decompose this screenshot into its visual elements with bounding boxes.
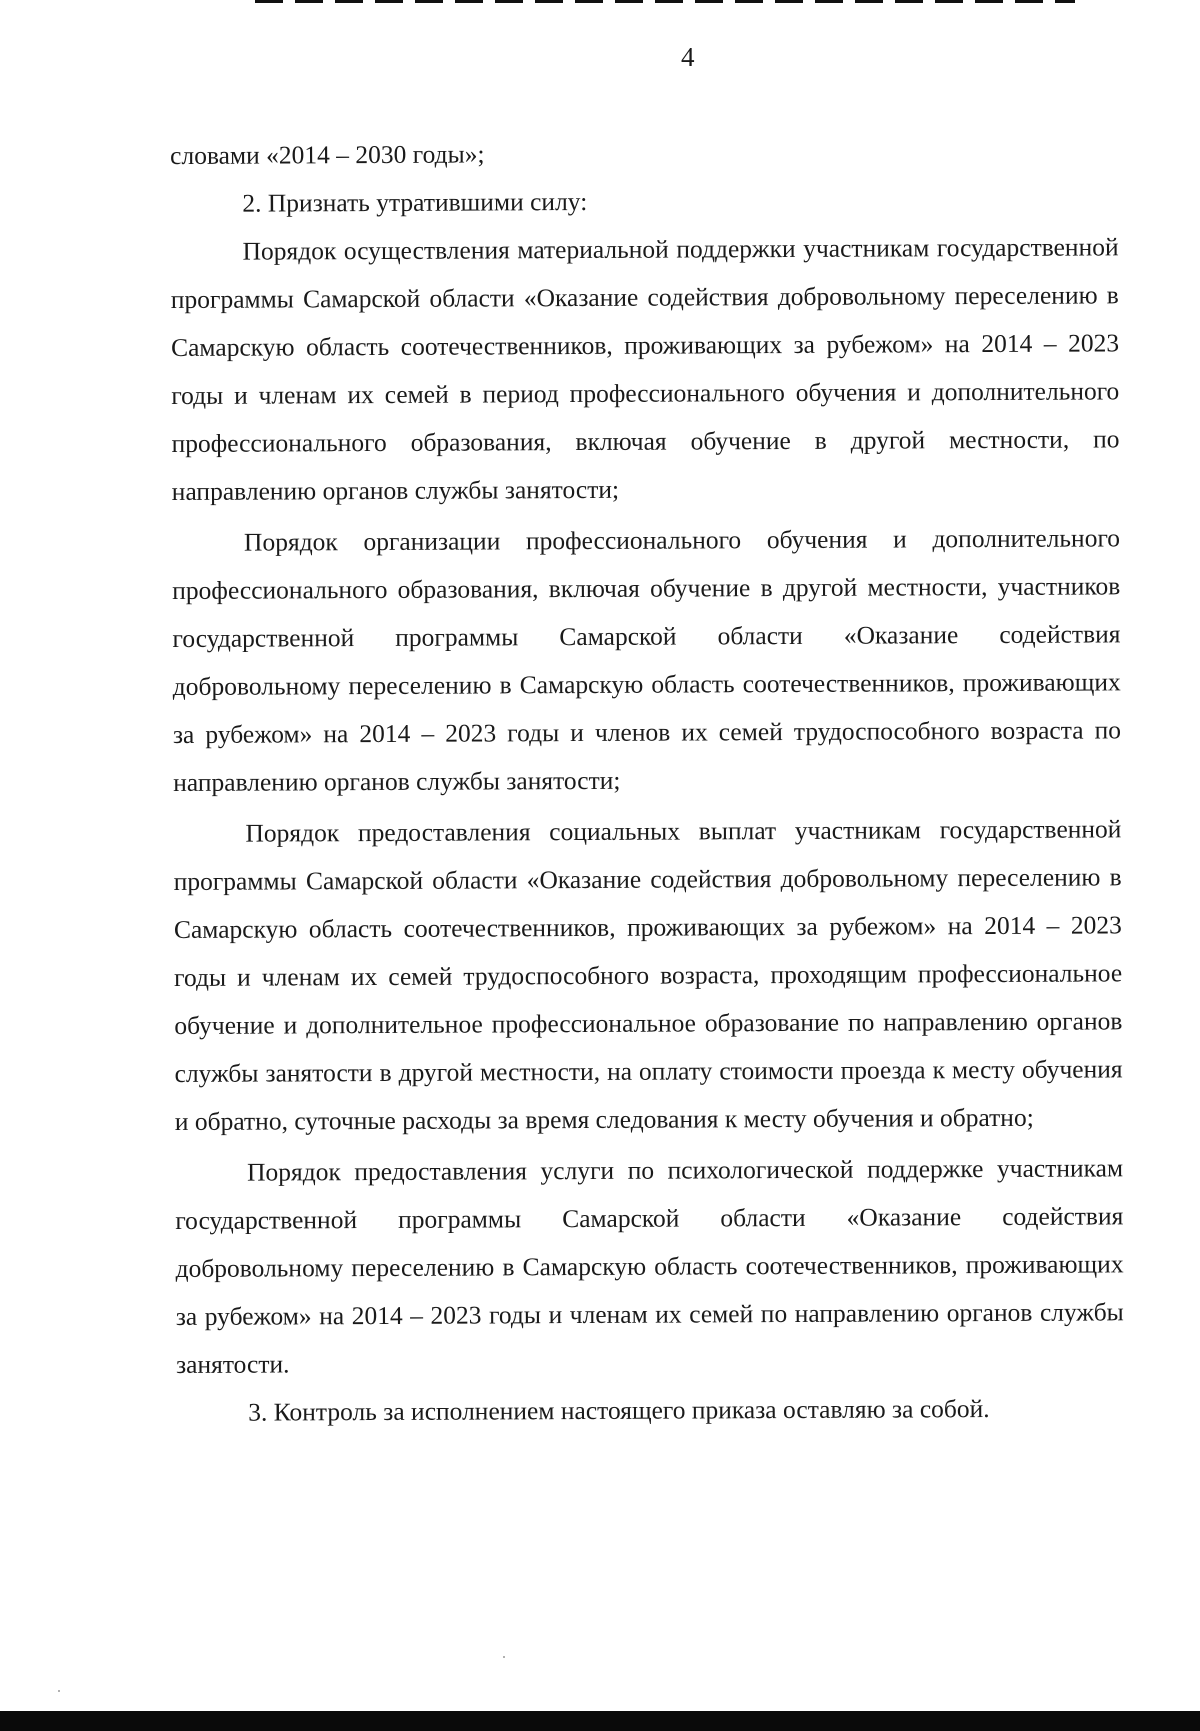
paragraph-order-training: Порядок организации профессионального обучения и дополнительного профессионального образования, включая обучение в другой местности, участников государственной программы Самарской области «Оказание содействия добровольному переселению в Самарскую область соотечественников, проживающих за рубежом» на 2014 – 2023 годы и членов их семей трудоспособного возраста по направлению органов службы занятости;: [172, 523, 1122, 797]
scan-bottom-border: [0, 1711, 1200, 1731]
paragraph-continuation: словами «2014 – 2030 годы»;: [170, 139, 485, 170]
scan-speck: [58, 1690, 60, 1692]
paragraph-item-3: 3. Контроль за исполнением настоящего приказа оставляю за собой.: [248, 1394, 990, 1427]
paragraph-item-2: 2. Признать утратившими силу:: [242, 186, 588, 218]
scan-top-dashes: [255, 0, 1075, 3]
scan-speck: [503, 1656, 505, 1658]
paragraph-order-material-support: Порядок осуществления материальной поддержки участникам государственной программы Самарской области «Оказание содействия добровольному переселению в Самарскую область соотечественников, проживающих за рубежом» на 2014 – 2023 годы и членам их семей в период профессионального обучения и дополнительного профессионального образования, включая обучение в другой местности, по направлению органов службы занятости;: [170, 232, 1120, 506]
page-number: 4: [681, 42, 695, 72]
document-body: [170, 127, 1124, 1437]
paragraph-order-social-payments: Порядок предоставления социальных выплат участникам государственной программы Самарской области «Оказание содействия добровольному переселению в Самарскую область соотечественников, проживающих за рубежом» на 2014 – 2023 годы и членам их семей трудоспособного возраста, проходящим профессиональное обучение и дополнительное профессиональное образование по направлению органов службы занятости в другой местности, на оплату стоимости проезда к месту обучения и обратно, суточные расходы за время следования к месту обучения и обратно;: [173, 814, 1123, 1136]
paragraph-order-psychological-support: Порядок предоставления услуги по психологической поддержке участникам государственной программы Самарской области «Оказание содействия добровольному переселению в Самарскую область соотечественников, проживающих за рубежом» на 2014 – 2023 годы и членам их семей по направлению органов службы занятости.: [175, 1153, 1124, 1379]
